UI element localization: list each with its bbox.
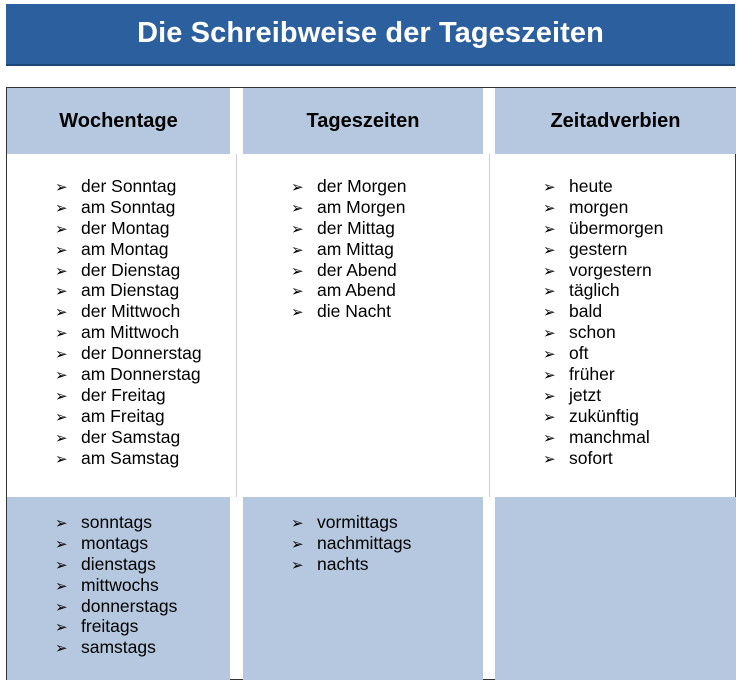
arrow-bullet-icon: ➢ — [291, 179, 304, 196]
arrow-bullet-icon: ➢ — [543, 241, 556, 259]
list-item — [55, 343, 202, 364]
arrow-bullet-icon: ➢ — [543, 220, 556, 238]
list-item-text: am Abend — [317, 280, 396, 301]
list-item — [291, 533, 411, 554]
arrow-bullet-icon: ➢ — [543, 179, 556, 196]
list-item-text: sonntags — [81, 512, 153, 532]
arrow-bullet-icon: ➢ — [55, 325, 68, 343]
list-item — [55, 218, 202, 239]
list-item-text: der Mittwoch — [81, 301, 181, 322]
list-item — [55, 260, 202, 281]
arrow-bullet-icon: ➢ — [543, 408, 556, 426]
list-item-text: jetzt — [569, 384, 602, 405]
arrow-bullet-icon: ➢ — [543, 283, 556, 301]
list-item-text: der Freitag — [81, 384, 166, 405]
list-item — [291, 239, 407, 260]
arrow-bullet-icon: ➢ — [55, 387, 68, 405]
arrow-bullet-icon: ➢ — [55, 619, 68, 637]
list-item — [55, 239, 202, 260]
list-item-text: nachmittags — [317, 532, 412, 553]
arrow-bullet-icon: ➢ — [543, 367, 556, 385]
arrow-bullet-icon: ➢ — [291, 556, 304, 574]
wochentage-list — [55, 176, 202, 468]
zeitadverbien-list — [543, 176, 663, 468]
list-item — [291, 176, 407, 197]
arrow-bullet-icon: ➢ — [291, 283, 304, 301]
list-item — [543, 385, 663, 406]
list-item — [291, 260, 407, 281]
tageszeiten-list — [291, 176, 407, 322]
list-item-text: der Morgen — [317, 176, 407, 196]
arrow-bullet-icon: ➢ — [543, 346, 556, 364]
arrow-bullet-icon: ➢ — [291, 515, 304, 532]
wochentage-adverb-list — [55, 512, 177, 658]
arrow-bullet-icon: ➢ — [55, 598, 68, 616]
list-item-text: die Nacht — [317, 301, 391, 322]
list-item — [55, 512, 177, 533]
list-item-text: samstags — [81, 637, 156, 658]
title-bar — [6, 4, 735, 66]
list-item — [55, 596, 177, 617]
arrow-bullet-icon: ➢ — [543, 199, 556, 217]
list-item — [55, 554, 177, 575]
list-item — [55, 322, 202, 343]
header-label: Wochentage — [59, 109, 178, 132]
arrow-bullet-icon: ➢ — [291, 241, 304, 259]
list-item — [55, 385, 202, 406]
list-item-text: freitags — [81, 616, 139, 637]
list-item — [543, 406, 663, 427]
arrow-bullet-icon: ➢ — [55, 535, 68, 553]
column-divider — [236, 154, 237, 497]
arrow-bullet-icon: ➢ — [55, 241, 68, 259]
list-item — [543, 260, 663, 281]
arrow-bullet-icon: ➢ — [291, 535, 304, 553]
list-item — [55, 280, 202, 301]
list-item-text: der Dienstag — [81, 259, 181, 280]
arrow-bullet-icon: ➢ — [291, 199, 304, 217]
arrow-bullet-icon: ➢ — [55, 577, 68, 595]
list-item-text: der Donnerstag — [81, 343, 202, 364]
arrow-bullet-icon: ➢ — [543, 304, 556, 322]
list-item-text: der Sonntag — [81, 176, 177, 196]
column-divider — [489, 154, 490, 497]
list-item-text: manchmal — [569, 426, 650, 447]
arrow-bullet-icon: ➢ — [55, 262, 68, 280]
list-item-text: am Dienstag — [81, 280, 180, 301]
list-item-text: vormittags — [317, 512, 398, 532]
arrow-bullet-icon: ➢ — [543, 387, 556, 405]
header-zeitadverbien — [495, 88, 736, 154]
list-item — [291, 301, 407, 322]
list-item-text: der Mittag — [317, 217, 395, 238]
list-item-text: zukünftig — [569, 405, 640, 426]
list-item — [291, 554, 411, 575]
list-item-text: donnerstags — [81, 595, 178, 616]
list-item-text: am Freitag — [81, 405, 165, 426]
list-item — [543, 427, 663, 448]
list-item — [543, 448, 663, 469]
list-item — [543, 197, 663, 218]
list-item-text: montags — [81, 532, 149, 553]
arrow-bullet-icon: ➢ — [543, 450, 556, 468]
tageszeiten-adverb-list — [291, 512, 411, 575]
arrow-bullet-icon: ➢ — [55, 304, 68, 322]
list-item — [55, 427, 202, 448]
list-item — [291, 197, 407, 218]
list-item-text: gestern — [569, 238, 628, 259]
arrow-bullet-icon: ➢ — [55, 640, 68, 658]
list-item — [543, 364, 663, 385]
list-item-text: heute — [569, 176, 613, 196]
list-item-text: oft — [569, 343, 589, 364]
list-item-text: am Mittwoch — [81, 322, 180, 343]
list-item — [55, 575, 177, 596]
list-item — [55, 197, 202, 218]
list-item-text: nachts — [317, 553, 369, 574]
arrow-bullet-icon: ➢ — [55, 515, 68, 532]
arrow-bullet-icon: ➢ — [55, 346, 68, 364]
list-item — [543, 239, 663, 260]
arrow-bullet-icon: ➢ — [55, 408, 68, 426]
arrow-bullet-icon: ➢ — [55, 556, 68, 574]
arrow-bullet-icon: ➢ — [55, 179, 68, 196]
arrow-bullet-icon: ➢ — [55, 429, 68, 447]
list-item — [291, 280, 407, 301]
arrow-bullet-icon: ➢ — [543, 262, 556, 280]
arrow-bullet-icon: ➢ — [55, 199, 68, 217]
arrow-bullet-icon: ➢ — [543, 325, 556, 343]
list-item-text: am Mittag — [317, 238, 394, 259]
words-table — [6, 87, 736, 680]
list-item — [543, 176, 663, 197]
list-item — [55, 533, 177, 554]
header-tageszeiten — [243, 88, 483, 154]
list-item — [55, 176, 202, 197]
list-item-text: am Morgen — [317, 196, 406, 217]
lower-cell-zeitadverbien — [495, 497, 736, 680]
list-item-text: dienstags — [81, 553, 156, 574]
arrow-bullet-icon: ➢ — [543, 429, 556, 447]
list-item — [55, 364, 202, 385]
list-item-text: am Montag — [81, 238, 169, 259]
list-item — [291, 512, 411, 533]
list-item — [55, 406, 202, 427]
arrow-bullet-icon: ➢ — [291, 304, 304, 322]
list-item — [543, 343, 663, 364]
list-item — [55, 637, 177, 658]
arrow-bullet-icon: ➢ — [55, 367, 68, 385]
list-item-text: übermorgen — [569, 217, 664, 238]
list-item — [55, 301, 202, 322]
list-item-text: sofort — [569, 447, 613, 468]
page-title: Die Schreibweise der Tageszeiten — [137, 16, 604, 49]
list-item — [291, 218, 407, 239]
list-item-text: täglich — [569, 280, 620, 301]
arrow-bullet-icon: ➢ — [55, 450, 68, 468]
list-item-text: bald — [569, 301, 603, 322]
list-item-text: morgen — [569, 196, 629, 217]
list-item-text: der Samstag — [81, 426, 181, 447]
header-wochentage — [7, 88, 230, 154]
arrow-bullet-icon: ➢ — [55, 220, 68, 238]
list-item — [543, 280, 663, 301]
list-item-text: vorgestern — [569, 259, 652, 280]
header-label: Tageszeiten — [306, 109, 420, 132]
list-item — [543, 301, 663, 322]
list-item — [55, 616, 177, 637]
arrow-bullet-icon: ➢ — [291, 262, 304, 280]
list-item — [543, 218, 663, 239]
list-item — [543, 322, 663, 343]
arrow-bullet-icon: ➢ — [291, 220, 304, 238]
list-item-text: am Sonntag — [81, 196, 176, 217]
list-item-text: der Montag — [81, 217, 170, 238]
header-label: Zeitadverbien — [550, 109, 681, 132]
list-item-text: mittwochs — [81, 574, 159, 595]
list-item-text: schon — [569, 322, 616, 343]
list-item-text: am Samstag — [81, 447, 180, 468]
arrow-bullet-icon: ➢ — [55, 283, 68, 301]
list-item-text: am Donnerstag — [81, 364, 201, 385]
list-item — [55, 448, 202, 469]
list-item-text: früher — [569, 364, 615, 385]
list-item-text: der Abend — [317, 259, 397, 280]
